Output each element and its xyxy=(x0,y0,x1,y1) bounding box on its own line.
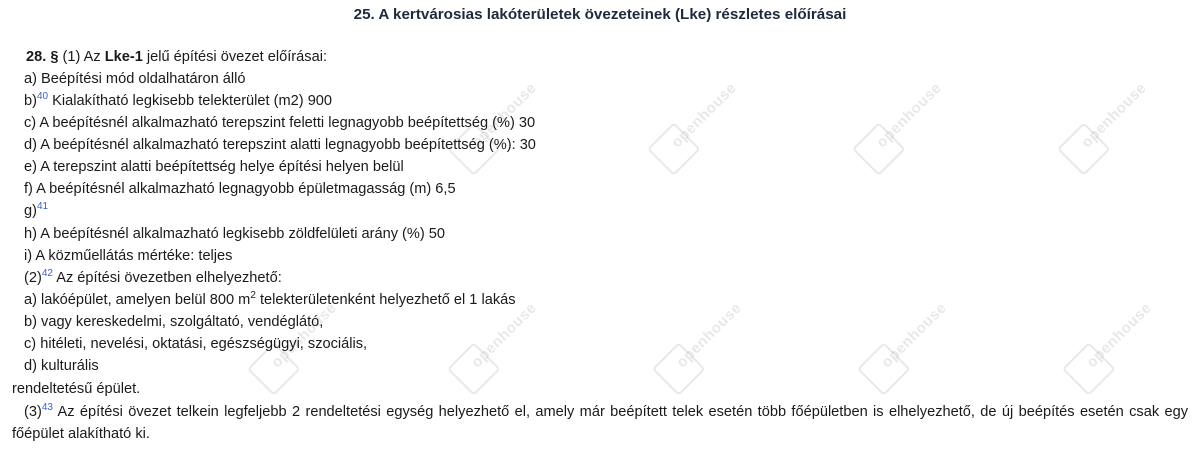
para2-item-b: b) vagy kereskedelmi, szolgáltató, vendéglátó, xyxy=(24,314,324,330)
para2-item-d: d) kulturális xyxy=(24,358,99,374)
item-b: b)$^{40}$ Kialakítható legkisebb telekterület (m2) 900 xyxy=(24,91,333,109)
item-f: f) A beépítésnél alkalmazható legnagyobb épületmagasság (m) 6,5 xyxy=(24,181,456,197)
section-heading: 25. A kertvárosias lakóterületek övezeteinek (Lke) részletes előírásai xyxy=(353,6,847,23)
footnote-ref-link[interactable]: 40 xyxy=(36,91,49,102)
watermark: openhouse xyxy=(217,267,373,423)
watermark: openhouse xyxy=(417,47,573,203)
house-logo-icon xyxy=(652,342,706,396)
section-number: 28. § xyxy=(26,49,59,65)
zone-code: Lke-1 xyxy=(104,49,143,65)
house-logo-icon xyxy=(852,122,906,176)
item-d: d) A beépítésnél alkalmazható terepszint alatti legnagyobb beépítettség (%): 30 xyxy=(24,137,536,153)
watermark: openhouse xyxy=(417,267,573,423)
item-g: g)$^{41}$ xyxy=(24,201,49,219)
paragraph-3: (3)$^{43}$ Az építési övezet telkein legfeljebb 2 rendeltetési egység helyezhető el, amely már beépített telek esetén több főépületben is elhelyezhető, de új beépítés esetén csak egy főépület alakítható ki. xyxy=(12,402,1189,442)
house-logo-icon xyxy=(857,342,911,396)
footnote-ref-link[interactable]: 43 xyxy=(41,402,53,413)
house-logo-icon xyxy=(647,122,701,176)
watermark: openhouse xyxy=(827,267,983,423)
watermark: openhouse xyxy=(617,47,773,203)
para2-item-a: a) lakóépület, amelyen belül 800 $m^2$ telekterületenként helyezhető el 1 lakás xyxy=(24,290,516,308)
item-h: h) A beépítésnél alkalmazható legkisebb zöldfelületi arány (%) 50 xyxy=(24,226,446,242)
para2-closing: rendeltetésű épület. xyxy=(12,381,141,397)
item-c: c) A beépítésnél alkalmazható terepszint feletti legnagyobb beépítettség (%) 30 xyxy=(24,115,536,131)
watermark: openhouse xyxy=(822,47,978,203)
item-a: a) Beépítési mód oldalhatáron álló xyxy=(24,71,246,87)
watermark: openhouse xyxy=(1032,267,1188,423)
watermark: openhouse xyxy=(622,267,778,423)
house-logo-icon xyxy=(1062,342,1116,396)
house-logo-icon xyxy=(1057,122,1111,176)
house-logo-icon xyxy=(447,342,501,396)
watermark: openhouse xyxy=(1027,47,1183,203)
item-i: i) A közműellátás mértéke: teljes xyxy=(24,248,233,264)
paragraph-2-intro: (2)$^{42}$ Az építési övezetben elhelyezhető: xyxy=(24,268,282,286)
item-e: e) A terepszint alatti beépítettség helye építési helyen belül xyxy=(24,159,404,175)
footnote-ref-link[interactable]: 41 xyxy=(36,201,49,212)
footnote-ref-link[interactable]: 42 xyxy=(41,268,53,279)
para2-item-c: c) hitéleti, nevelési, oktatási, egészségügyi, szociális, xyxy=(24,336,368,352)
paragraph-1-intro: 28. § (1) Az Lke-1 jelű építési övezet előírásai: xyxy=(26,49,327,65)
